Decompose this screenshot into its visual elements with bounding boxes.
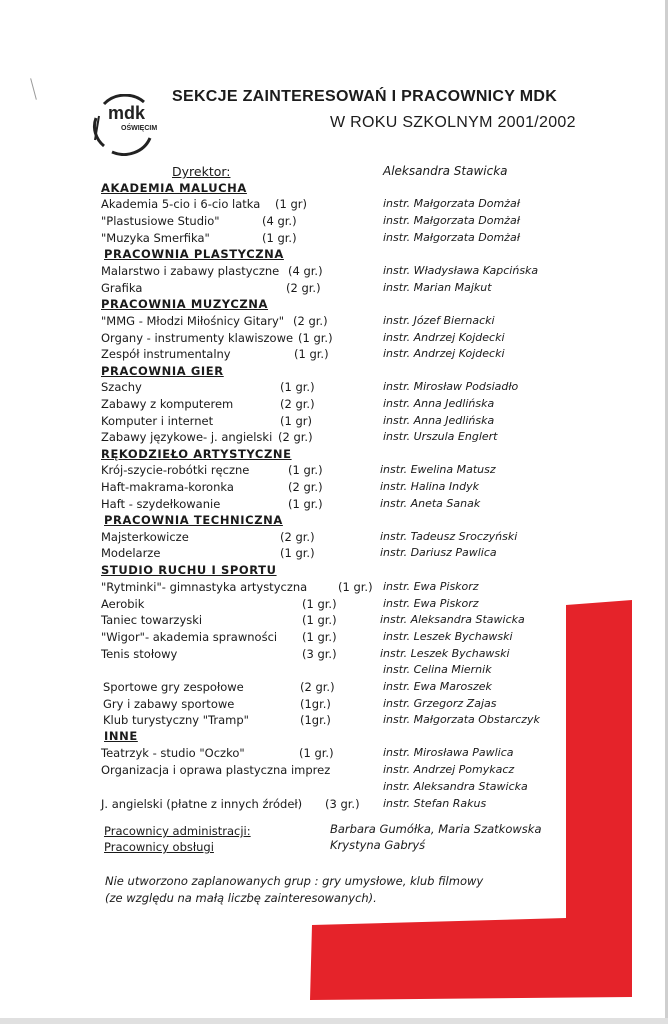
activity-row: [0, 597, 668, 613]
instructor-name: instr. Małgorzata Domżał: [383, 231, 520, 244]
instructor-name: instr. Aleksandra Stawicka: [380, 613, 525, 626]
activity-row: [0, 713, 668, 729]
activity-row: [0, 314, 668, 330]
activity-row: [0, 214, 668, 230]
instructor-name: instr. Andrzej Kojdecki: [383, 347, 505, 360]
group-count: (2 gr.): [280, 397, 315, 411]
activity-name: Zabawy z komputerem: [101, 397, 234, 411]
mdk-logo: [90, 94, 156, 156]
group-count: (2 gr.): [288, 480, 323, 494]
instructor-name: instr. Anna Jedlińska: [383, 414, 495, 427]
service-staff-names: Krystyna Gabryś: [330, 838, 426, 852]
activity-name: Malarstwo i zabawy plastyczne: [101, 264, 280, 278]
instructor-name: instr. Leszek Bychawski: [383, 630, 513, 643]
instructor-name: instr. Mirosław Podsiadło: [383, 380, 519, 393]
group-count: (3 gr.): [325, 797, 360, 811]
activity-name: Aerobik: [101, 597, 145, 611]
group-count: (1 gr.): [338, 580, 373, 594]
activity-row: [0, 780, 668, 796]
service-staff-label: Pracownicy obsługi: [104, 840, 214, 854]
instructor-name: instr. Ewelina Matusz: [380, 463, 496, 476]
group-count: (4 gr.): [262, 214, 297, 228]
activity-name: Zabawy językowe- j. angielski: [101, 430, 273, 444]
activity-row: [0, 414, 668, 430]
logo-subtext: OŚWIĘCIM: [121, 125, 158, 132]
activity-row: [0, 746, 668, 762]
group-count: (1 gr): [280, 414, 312, 428]
group-count: (2 gr.): [300, 680, 335, 694]
activity-name: Szachy: [101, 380, 142, 394]
group-count: (1 gr.): [288, 497, 323, 511]
group-count: (1 gr.): [302, 597, 337, 611]
activity-name: "Plastusiowe Studio": [101, 214, 220, 228]
activity-row: [0, 613, 668, 629]
admin-staff-label: Pracownicy administracji:: [104, 824, 251, 838]
instructor-name: instr. Aneta Sanak: [380, 497, 481, 510]
instructor-name: instr. Dariusz Pawlica: [380, 546, 497, 559]
activity-row: [0, 663, 668, 679]
group-count: (3 gr.): [302, 647, 337, 661]
section-heading: INNE: [104, 729, 138, 743]
group-count: (1 gr.): [302, 630, 337, 644]
instructor-name: instr. Ewa Piskorz: [383, 580, 479, 593]
group-count: (1 gr.): [302, 613, 337, 627]
activity-row: [0, 197, 668, 213]
activity-name: Majsterkowicze: [101, 530, 189, 544]
activity-name: Akademia 5-cio i 6-cio latka: [101, 197, 261, 211]
activity-name: Haft - szydełkowanie: [101, 497, 221, 511]
group-count: (4 gr.): [288, 264, 323, 278]
group-count: (1 gr.): [280, 380, 315, 394]
director-label: Dyrektor:: [172, 164, 231, 179]
instructor-name: instr. Celina Miernik: [383, 663, 492, 676]
instructor-name: instr. Małgorzata Domżał: [383, 197, 520, 210]
activity-name: "Muzyka Smerfika": [101, 231, 210, 245]
logo-text: mdk: [108, 103, 146, 123]
admin-staff-names: Barbara Gumółka, Maria Szatkowska: [330, 822, 542, 836]
instructor-name: instr. Grzegorz Zajas: [383, 697, 497, 710]
instructor-name: instr. Marian Majkut: [383, 281, 492, 294]
activity-name: Organizacja i oprawa plastyczna imprez: [101, 763, 331, 777]
activity-name: Haft-makrama-koronka: [101, 480, 234, 494]
activity-row: [0, 530, 668, 546]
activity-row: [0, 430, 668, 446]
group-count: (1 gr.): [288, 463, 323, 477]
section-heading: STUDIO RUCHU I SPORTU: [101, 563, 277, 577]
instructor-name: instr. Anna Jedlińska: [383, 397, 495, 410]
instructor-name: instr. Władysława Kapcińska: [383, 264, 539, 277]
activity-name: Modelarze: [101, 546, 161, 560]
activity-row: [0, 580, 668, 596]
activity-name: Klub turystyczny "Tramp": [103, 713, 249, 727]
activity-row: [0, 281, 668, 297]
activity-row: [0, 231, 668, 247]
activity-name: Zespół instrumentalny: [101, 347, 231, 361]
instructor-name: instr. Ewa Piskorz: [383, 597, 479, 610]
instructor-name: instr. Małgorzata Domżał: [383, 214, 520, 227]
scan-mark: [30, 78, 37, 100]
group-count: (1 gr.): [294, 347, 329, 361]
group-count: (2 gr.): [278, 430, 313, 444]
instructor-name: instr. Ewa Maroszek: [383, 680, 492, 693]
activity-row: [0, 697, 668, 713]
instructor-name: instr. Andrzej Kojdecki: [383, 331, 505, 344]
activity-name: Taniec towarzyski: [101, 613, 203, 627]
note-line-2: (ze względu na małą liczbę zainteresowanych).: [105, 891, 377, 905]
activity-row: [0, 380, 668, 396]
group-count: (1 gr): [275, 197, 307, 211]
document-subtitle: W ROKU SZKOLNYM 2001/2002: [330, 114, 576, 131]
activity-name: "MMG - Młodzi Miłośnicy Gitary": [101, 314, 285, 328]
instructor-name: instr. Tadeusz Sroczyński: [380, 530, 518, 543]
activity-name: "Wigor"- akademia sprawności: [101, 630, 278, 644]
section-heading: RĘKODZIEŁO ARTYSTYCZNE: [101, 447, 292, 461]
activity-row: [0, 680, 668, 696]
document-title: SEKCJE ZAINTERESOWAŃ I PRACOWNICY MDK: [172, 88, 558, 105]
activity-row: [0, 797, 668, 813]
activity-name: Grafika: [101, 281, 143, 295]
activity-name: Teatrzyk - studio "Oczko": [101, 746, 245, 760]
activity-name: Organy - instrumenty klawiszowe: [101, 331, 294, 345]
activity-row: [0, 397, 668, 413]
activity-row: [0, 763, 668, 779]
instructor-name: instr. Józef Biernacki: [383, 314, 495, 327]
activity-row: [0, 264, 668, 280]
activity-row: [0, 546, 668, 562]
section-heading: PRACOWNIA TECHNICZNA: [104, 513, 283, 527]
activity-name: "Rytminki"- gimnastyka artystyczna: [101, 580, 308, 594]
activity-row: [0, 480, 668, 496]
section-heading: PRACOWNIA MUZYCZNA: [101, 297, 269, 311]
group-count: (2 gr.): [286, 281, 321, 295]
activity-row: [0, 331, 668, 347]
director-name: Aleksandra Stawicka: [383, 164, 508, 178]
page-bottom-edge: [0, 1018, 668, 1024]
group-count: (1gr.): [300, 713, 331, 727]
section-heading: AKADEMIA MALUCHA: [101, 181, 247, 195]
group-count: (2 gr.): [280, 530, 315, 544]
instructor-name: instr. Halina Indyk: [380, 480, 479, 493]
activity-row: [0, 347, 668, 363]
activity-row: [0, 647, 668, 663]
activity-row: [0, 497, 668, 513]
instructor-name: instr. Leszek Bychawski: [380, 647, 510, 660]
group-count: (1gr.): [300, 697, 331, 711]
activity-name: Komputer i internet: [101, 414, 214, 428]
group-count: (1 gr.): [280, 546, 315, 560]
activity-name: Gry i zabawy sportowe: [103, 697, 235, 711]
group-count: (1 gr.): [298, 331, 333, 345]
activity-name: Tenis stołowy: [101, 647, 178, 661]
section-heading: PRACOWNIA GIER: [101, 364, 224, 378]
activity-name: J. angielski (płatne z innych źródeł): [101, 797, 303, 811]
section-heading: PRACOWNIA PLASTYCZNA: [104, 247, 284, 261]
activity-row: [0, 463, 668, 479]
instructor-name: instr. Andrzej Pomykacz: [383, 763, 515, 776]
group-count: (1 gr.): [262, 231, 297, 245]
note-line-1: Nie utworzono zaplanowanych grup : gry umysłowe, klub filmowy: [105, 874, 484, 888]
instructor-name: instr. Aleksandra Stawicka: [383, 780, 528, 793]
instructor-name: instr. Mirosława Pawlica: [383, 746, 514, 759]
group-count: (1 gr.): [299, 746, 334, 760]
activity-name: Krój-szycie-robótki ręczne: [101, 463, 250, 477]
activity-row: [0, 630, 668, 646]
instructor-name: instr. Urszula Englert: [383, 430, 498, 443]
instructor-name: instr. Małgorzata Obstarczyk: [383, 713, 540, 726]
activity-name: Sportowe gry zespołowe: [103, 680, 244, 694]
group-count: (2 gr.): [293, 314, 328, 328]
instructor-name: instr. Stefan Rakus: [383, 797, 487, 810]
